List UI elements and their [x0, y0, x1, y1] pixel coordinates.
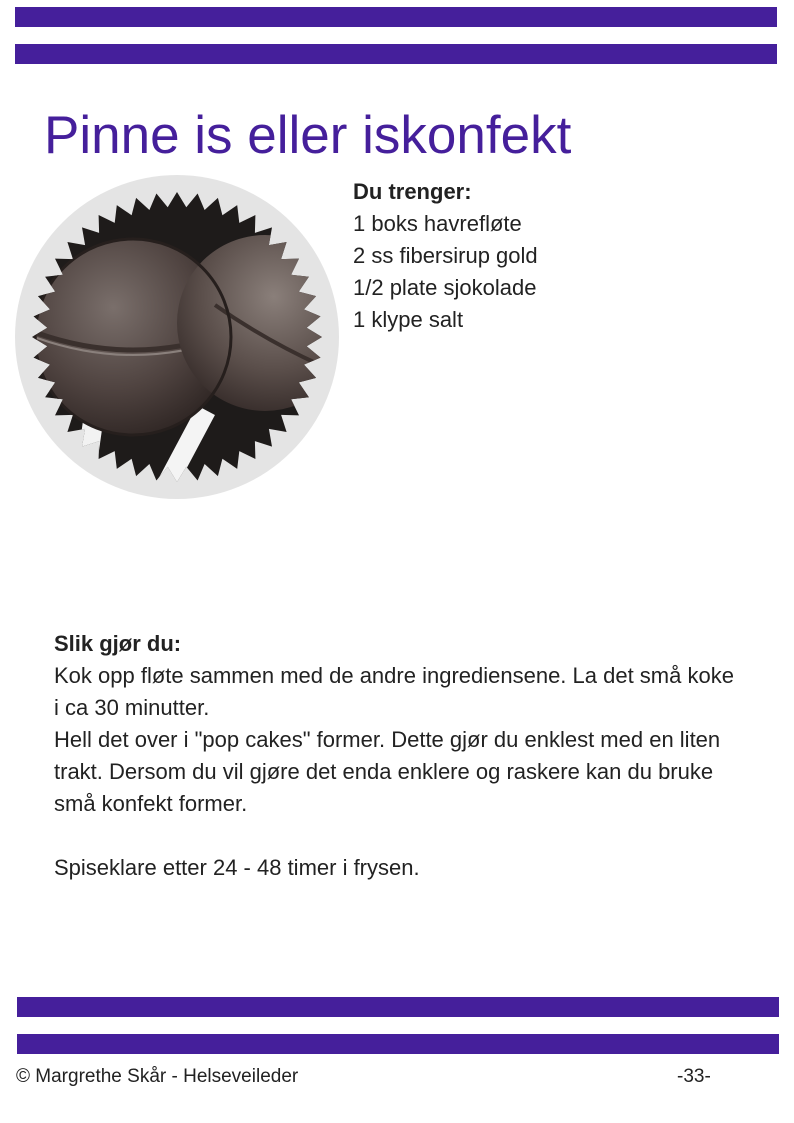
method-section	[54, 628, 744, 884]
footer-copyright: © Margrethe Skår - Helseveileder	[16, 1066, 299, 1087]
top-stripe-1	[15, 7, 777, 27]
ingredient-item: 1/2 plate sjokolade	[353, 275, 537, 300]
method-note: Spiseklare etter 24 - 48 timer i frysen.	[54, 855, 420, 880]
page-title: Pinne is eller iskonfekt	[44, 106, 572, 165]
method-step: Hell det over i "pop cakes" former. Dette gjør du enklest med en liten trakt. Dersom du vil gjøre det enda enklere og raskere kan du bruke små konfekt former.	[54, 727, 721, 816]
bottom-stripe-1	[17, 997, 779, 1017]
ingredients-heading: Du trenger:	[353, 179, 472, 204]
page-number: -33-	[677, 1066, 711, 1087]
top-stripe-2	[15, 44, 777, 64]
ingredients-list	[353, 208, 538, 336]
cake-pop-photo	[15, 175, 339, 499]
ingredients-section	[353, 176, 538, 336]
bottom-stripe-2	[17, 1034, 779, 1054]
ingredient-item: 2 ss fibersirup gold	[353, 243, 538, 268]
cake-pop-illustration	[15, 175, 339, 499]
ingredient-item: 1 klype salt	[353, 307, 464, 332]
ingredient-item: 1 boks havrefløte	[353, 211, 522, 236]
method-step: Kok opp fløte sammen med de andre ingrediensene. La det små koke i ca 30 minutter.	[54, 663, 734, 720]
method-heading: Slik gjør du:	[54, 631, 182, 656]
